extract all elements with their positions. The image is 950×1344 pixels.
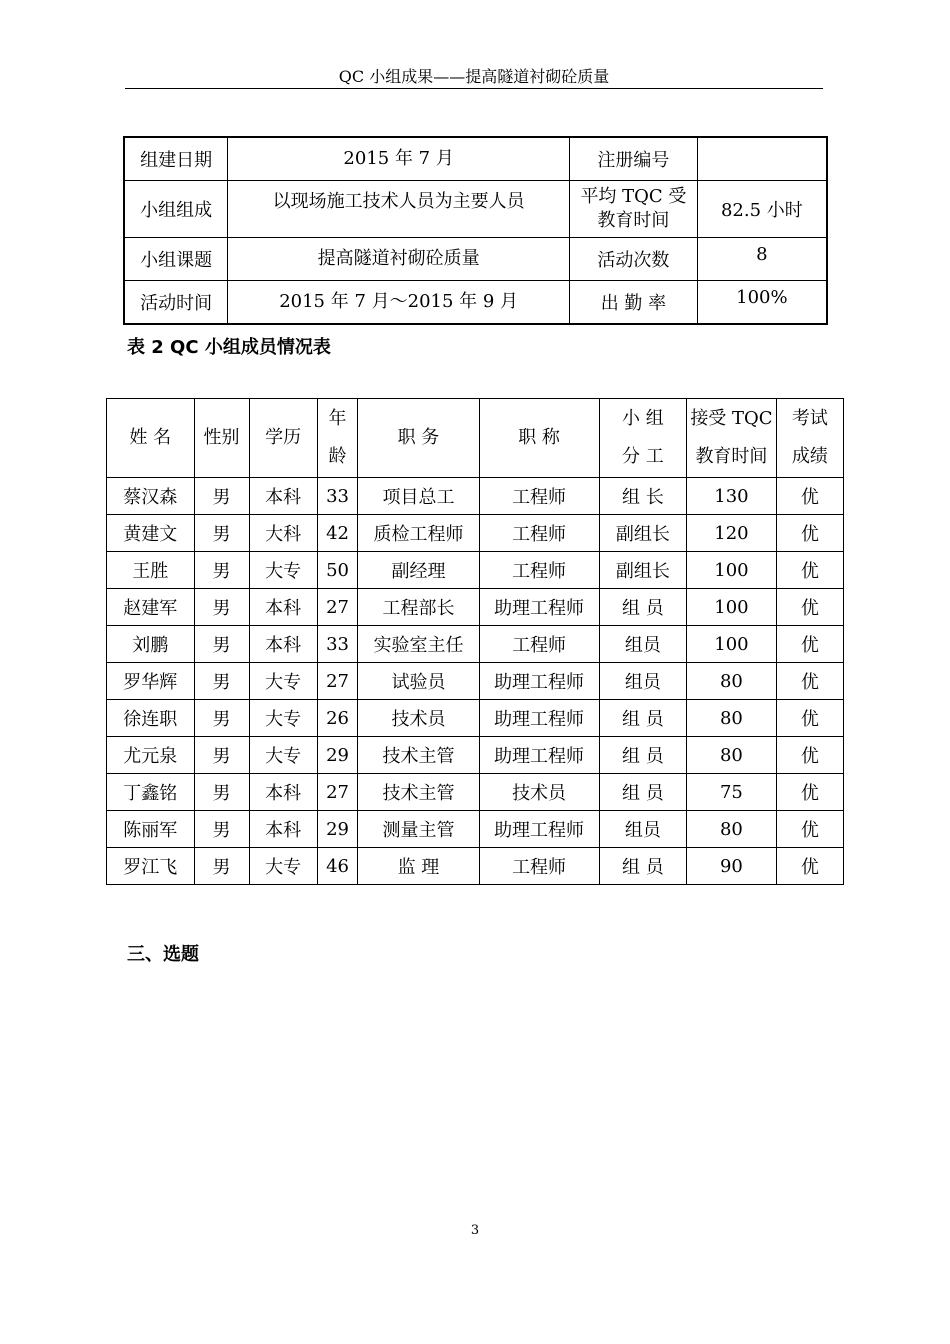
cell-tqc-hours: 75: [687, 774, 777, 811]
activity-count-value: 8: [697, 238, 827, 281]
cell-title: 工程师: [479, 848, 599, 885]
cell-education: 本科: [249, 774, 317, 811]
cell-position: 副经理: [358, 552, 479, 589]
cell-tqc-hours: 80: [687, 737, 777, 774]
found-date-value: 2015 年 7 月: [228, 137, 570, 181]
header-age: [317, 399, 358, 478]
cell-education: 大科: [249, 515, 317, 552]
cell-gender: 男: [194, 515, 249, 552]
header-role-line2: 分 工: [622, 446, 664, 467]
cell-tqc-hours: 80: [687, 811, 777, 848]
header-education: 学历: [249, 399, 317, 478]
cell-age: 29: [317, 811, 358, 848]
cell-tqc-hours: 90: [687, 848, 777, 885]
table-row: [107, 737, 844, 774]
cell-age: 50: [317, 552, 358, 589]
cell-age: 33: [317, 626, 358, 663]
reg-no-value: [697, 137, 827, 181]
header-age-line1: 年: [328, 408, 347, 429]
info-row-topic: [124, 238, 827, 281]
cell-gender: 男: [194, 811, 249, 848]
cell-gender: 男: [194, 478, 249, 515]
page-number: 3: [470, 1223, 480, 1238]
header-age-line2: 龄: [328, 446, 347, 467]
table-row: [107, 700, 844, 737]
header-exam-line2: 成绩: [791, 446, 828, 467]
cell-tqc-hours: 100: [687, 626, 777, 663]
cell-education: 大专: [249, 700, 317, 737]
found-date-label: 组建日期: [124, 137, 228, 181]
member-table-body: [107, 478, 844, 885]
cell-exam: 优: [776, 663, 843, 700]
cell-age: 27: [317, 589, 358, 626]
cell-tqc-hours: 80: [687, 700, 777, 737]
page-header-title: QC 小组成果——提高隧道衬砌砼质量: [338, 67, 610, 86]
cell-age: 33: [317, 478, 358, 515]
cell-exam: 优: [776, 737, 843, 774]
cell-position: 质检工程师: [358, 515, 479, 552]
cell-education: 本科: [249, 626, 317, 663]
topic-label: 小组课题: [124, 238, 228, 281]
cell-tqc-hours: 120: [687, 515, 777, 552]
header-exam: [776, 399, 843, 478]
cell-position: 技术主管: [358, 737, 479, 774]
cell-role: 副组长: [599, 515, 687, 552]
cell-gender: 男: [194, 848, 249, 885]
cell-age: 27: [317, 774, 358, 811]
composition-value: 以现场施工技术人员为主要人员: [228, 181, 570, 238]
cell-title: 工程师: [479, 478, 599, 515]
avg-tqc-label: [570, 181, 698, 238]
header-tqc-line1: 接受 TQC: [690, 408, 773, 429]
cell-role: 组 员: [599, 700, 687, 737]
cell-age: 27: [317, 663, 358, 700]
header-tqc-hours: [687, 399, 777, 478]
avg-tqc-label-line2: 教育时间: [597, 210, 670, 231]
cell-education: 大专: [249, 552, 317, 589]
cell-role: 组 员: [599, 774, 687, 811]
cell-role: 组员: [599, 626, 687, 663]
cell-gender: 男: [194, 552, 249, 589]
header-position: 职 务: [358, 399, 479, 478]
table-row: [107, 848, 844, 885]
cell-role: 副组长: [599, 552, 687, 589]
attendance-value: 100%: [697, 281, 827, 325]
cell-title: 助理工程师: [479, 737, 599, 774]
cell-education: 本科: [249, 589, 317, 626]
cell-title: 工程师: [479, 515, 599, 552]
cell-tqc-hours: 80: [687, 663, 777, 700]
cell-gender: 男: [194, 774, 249, 811]
cell-exam: 优: [776, 478, 843, 515]
cell-exam: 优: [776, 811, 843, 848]
cell-name: 刘鹏: [107, 626, 195, 663]
cell-role: 组员: [599, 811, 687, 848]
composition-label: 小组组成: [124, 181, 228, 238]
cell-role: 组 员: [599, 589, 687, 626]
cell-position: 测量主管: [358, 811, 479, 848]
cell-education: 大专: [249, 663, 317, 700]
cell-gender: 男: [194, 737, 249, 774]
cell-position: 试验员: [358, 663, 479, 700]
avg-tqc-label-line1: 平均 TQC 受: [580, 186, 687, 207]
table-row: [107, 515, 844, 552]
cell-name: 徐连职: [107, 700, 195, 737]
table-row: [107, 774, 844, 811]
cell-title: 工程师: [479, 552, 599, 589]
activity-count-label: 活动次数: [570, 238, 698, 281]
cell-role: 组 员: [599, 848, 687, 885]
cell-role: 组 长: [599, 478, 687, 515]
header-tqc-line2: 教育时间: [695, 446, 768, 467]
cell-title: 工程师: [479, 626, 599, 663]
cell-title: 技术员: [479, 774, 599, 811]
cell-exam: 优: [776, 774, 843, 811]
cell-tqc-hours: 100: [687, 589, 777, 626]
info-row-activity-time: [124, 281, 827, 325]
topic-value: 提高隧道衬砌砼质量: [228, 238, 570, 281]
cell-name: 陈丽军: [107, 811, 195, 848]
table-row: [107, 663, 844, 700]
cell-tqc-hours: 100: [687, 552, 777, 589]
header-gender: 性别: [194, 399, 249, 478]
header-role: [599, 399, 687, 478]
table-row: [107, 552, 844, 589]
attendance-label: 出 勤 率: [570, 281, 698, 325]
cell-age: 26: [317, 700, 358, 737]
cell-gender: 男: [194, 589, 249, 626]
cell-education: 本科: [249, 811, 317, 848]
cell-exam: 优: [776, 700, 843, 737]
cell-name: 罗江飞: [107, 848, 195, 885]
avg-tqc-value: 82.5 小时: [697, 181, 827, 238]
cell-position: 工程部长: [358, 589, 479, 626]
cell-exam: 优: [776, 589, 843, 626]
cell-name: 王胜: [107, 552, 195, 589]
cell-title: 助理工程师: [479, 663, 599, 700]
cell-exam: 优: [776, 848, 843, 885]
cell-tqc-hours: 130: [687, 478, 777, 515]
cell-title: 助理工程师: [479, 589, 599, 626]
cell-name: 蔡汉森: [107, 478, 195, 515]
activity-time-value: 2015 年 7 月～2015 年 9 月: [228, 281, 570, 325]
info-row-found-date: [124, 137, 827, 181]
header-divider: [125, 88, 823, 89]
table-row: [107, 589, 844, 626]
cell-title: 助理工程师: [479, 811, 599, 848]
cell-title: 助理工程师: [479, 700, 599, 737]
header-exam-line1: 考试: [791, 408, 828, 429]
table-row: [107, 811, 844, 848]
cell-education: 本科: [249, 478, 317, 515]
cell-role: 组 员: [599, 737, 687, 774]
cell-education: 大专: [249, 737, 317, 774]
cell-exam: 优: [776, 552, 843, 589]
cell-age: 42: [317, 515, 358, 552]
cell-name: 赵建军: [107, 589, 195, 626]
cell-position: 技术主管: [358, 774, 479, 811]
cell-gender: 男: [194, 700, 249, 737]
cell-exam: 优: [776, 626, 843, 663]
cell-name: 丁鑫铭: [107, 774, 195, 811]
cell-age: 29: [317, 737, 358, 774]
member-table-header: [107, 399, 844, 478]
member-table: [106, 398, 844, 885]
header-role-line1: 小 组: [622, 408, 664, 429]
section-heading: 三、选题: [127, 944, 199, 965]
cell-role: 组员: [599, 663, 687, 700]
cell-gender: 男: [194, 663, 249, 700]
member-table-caption: 表 2 QC 小组成员情况表: [127, 337, 331, 358]
header-name: 姓 名: [107, 399, 195, 478]
cell-position: 监 理: [358, 848, 479, 885]
cell-position: 技术员: [358, 700, 479, 737]
table-row: [107, 626, 844, 663]
header-title: 职 称: [479, 399, 599, 478]
cell-exam: 优: [776, 515, 843, 552]
cell-position: 实验室主任: [358, 626, 479, 663]
info-row-composition: [124, 181, 827, 238]
cell-name: 罗华辉: [107, 663, 195, 700]
cell-name: 尤元泉: [107, 737, 195, 774]
cell-position: 项目总工: [358, 478, 479, 515]
group-info-table: [123, 136, 828, 325]
cell-age: 46: [317, 848, 358, 885]
cell-name: 黄建文: [107, 515, 195, 552]
cell-education: 大专: [249, 848, 317, 885]
cell-gender: 男: [194, 626, 249, 663]
table-row: [107, 478, 844, 515]
reg-no-label: 注册编号: [570, 137, 698, 181]
activity-time-label: 活动时间: [124, 281, 228, 325]
